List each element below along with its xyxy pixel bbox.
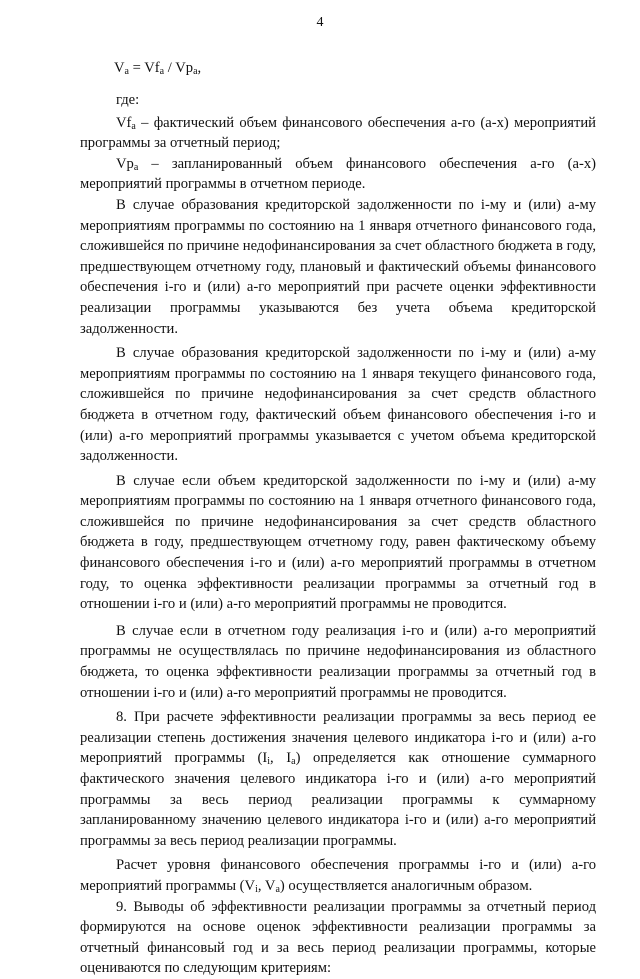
paragraph-item-9: 9. Выводы об эффективности реализации программы за отчетный период формируются на основе оценок эффективности реализации программы за отчетный финансовый год и за весь период реализации программы, которые оцениваются по следующим критериям:: [80, 898, 596, 977]
paragraph-financing-level: Расчет уровня финансового обеспечения программы i-го и (или) а-го мероприятий программы ($V_i$, $V_a$) осуществляется аналогичным образом.: [80, 857, 596, 895]
document-body: [80, 90, 596, 979]
paragraph-debt-equals-actual: В случае если объем кредиторской задолженности по i-му и (или) а-му мероприятиям программы по состоянию на 1 января отчетного финансового года, сложившейся по причине недофинансирования за счет средств областного бюджета в году, предшествующем отчетному году, равен фактическому объему финансового обеспечения i-го и (или) а-го мероприятий программы в отчетном году, то оценка эффективности реализации программы за отчетный год в отношении i-го и (или) а-го мероприятий программы не проводится.: [80, 472, 596, 613]
paragraph-debt-current-year: В случае образования кредиторской задолженности по i-му и (или) а-му мероприятиям программы по состоянию на 1 января текущего финансового года, сложившейся по причине недофинансирования за счет средств областного бюджета в отчетном году, фактический объем финансового обеспечения i-го и (или) а-го мероприятий программы указывается с учетом объема кредиторской задолженности.: [80, 345, 596, 465]
formula-va-subscript: a: [124, 66, 129, 77]
formula-vp-symbol: / Vp: [164, 60, 194, 76]
formula-vf-subscript: a: [159, 66, 165, 77]
definition-vpa: [80, 154, 596, 195]
paragraph-item-8: 8. При расчете эффективности реализации программы за весь период ее реализации степень достижения значения целевого индикатора i-го и (или) а-го мероприятий программы ($I_i$, $I_a$) определяется как отношение суммарного фактического значения целевого индикатора i-го и (или) а-го мероприятий программы за весь период реализации программы к суммарному запланированному значению целевого индикатора i-го и (или) а-го мероприятий программы за весь период реализации программы.: [80, 709, 596, 849]
definition-vfa: [80, 113, 596, 154]
formula-vf-symbol: = Vf: [129, 60, 160, 76]
page-number: 4: [316, 15, 324, 30]
definition-vpa-text: – запланированный объем финансового обеспечения а-го (а-х) мероприятий программы в отчетном периоде.: [80, 155, 596, 193]
paragraph-no-implementation: В случае если в отчетном году реализация i-го и (или) а-го мероприятий программы не осуществлялась по причине недофинансирования из областного бюджета, то оценка эффективности реализации программы за отчетный год в отношении i-го и (или) а-го мероприятий программы не проводится.: [80, 622, 596, 701]
definition-vfa-text: – фактический объем финансового обеспечения а-го (а-х) мероприятий программы за отчетный период;: [80, 114, 596, 152]
definition-vpa-symbol: $Vp_a$: [116, 155, 139, 173]
formula-va-symbol: V: [114, 60, 125, 76]
where-label: где:: [116, 92, 140, 108]
paragraph-debt-previous-year: В случае образования кредиторской задолженности по i-му и (или) а-му мероприятиям программы по состоянию на 1 января отчетного финансового года, сложившейся по причине недофинансирования за счет областного бюджета в году, предшествующем отчетному году, плановый и фактический объемы финансового обеспечения i-го и (или) а-го мероприятий при расчете оценки эффективности реализации программы указываются без учета объема кредиторской задолженности.: [80, 196, 596, 337]
formula-tail: ,: [197, 60, 202, 76]
formula-va: [114, 58, 201, 79]
definition-vfa-symbol: $Vf_a$: [116, 114, 136, 132]
formula-vp-subscript: a: [193, 66, 198, 77]
